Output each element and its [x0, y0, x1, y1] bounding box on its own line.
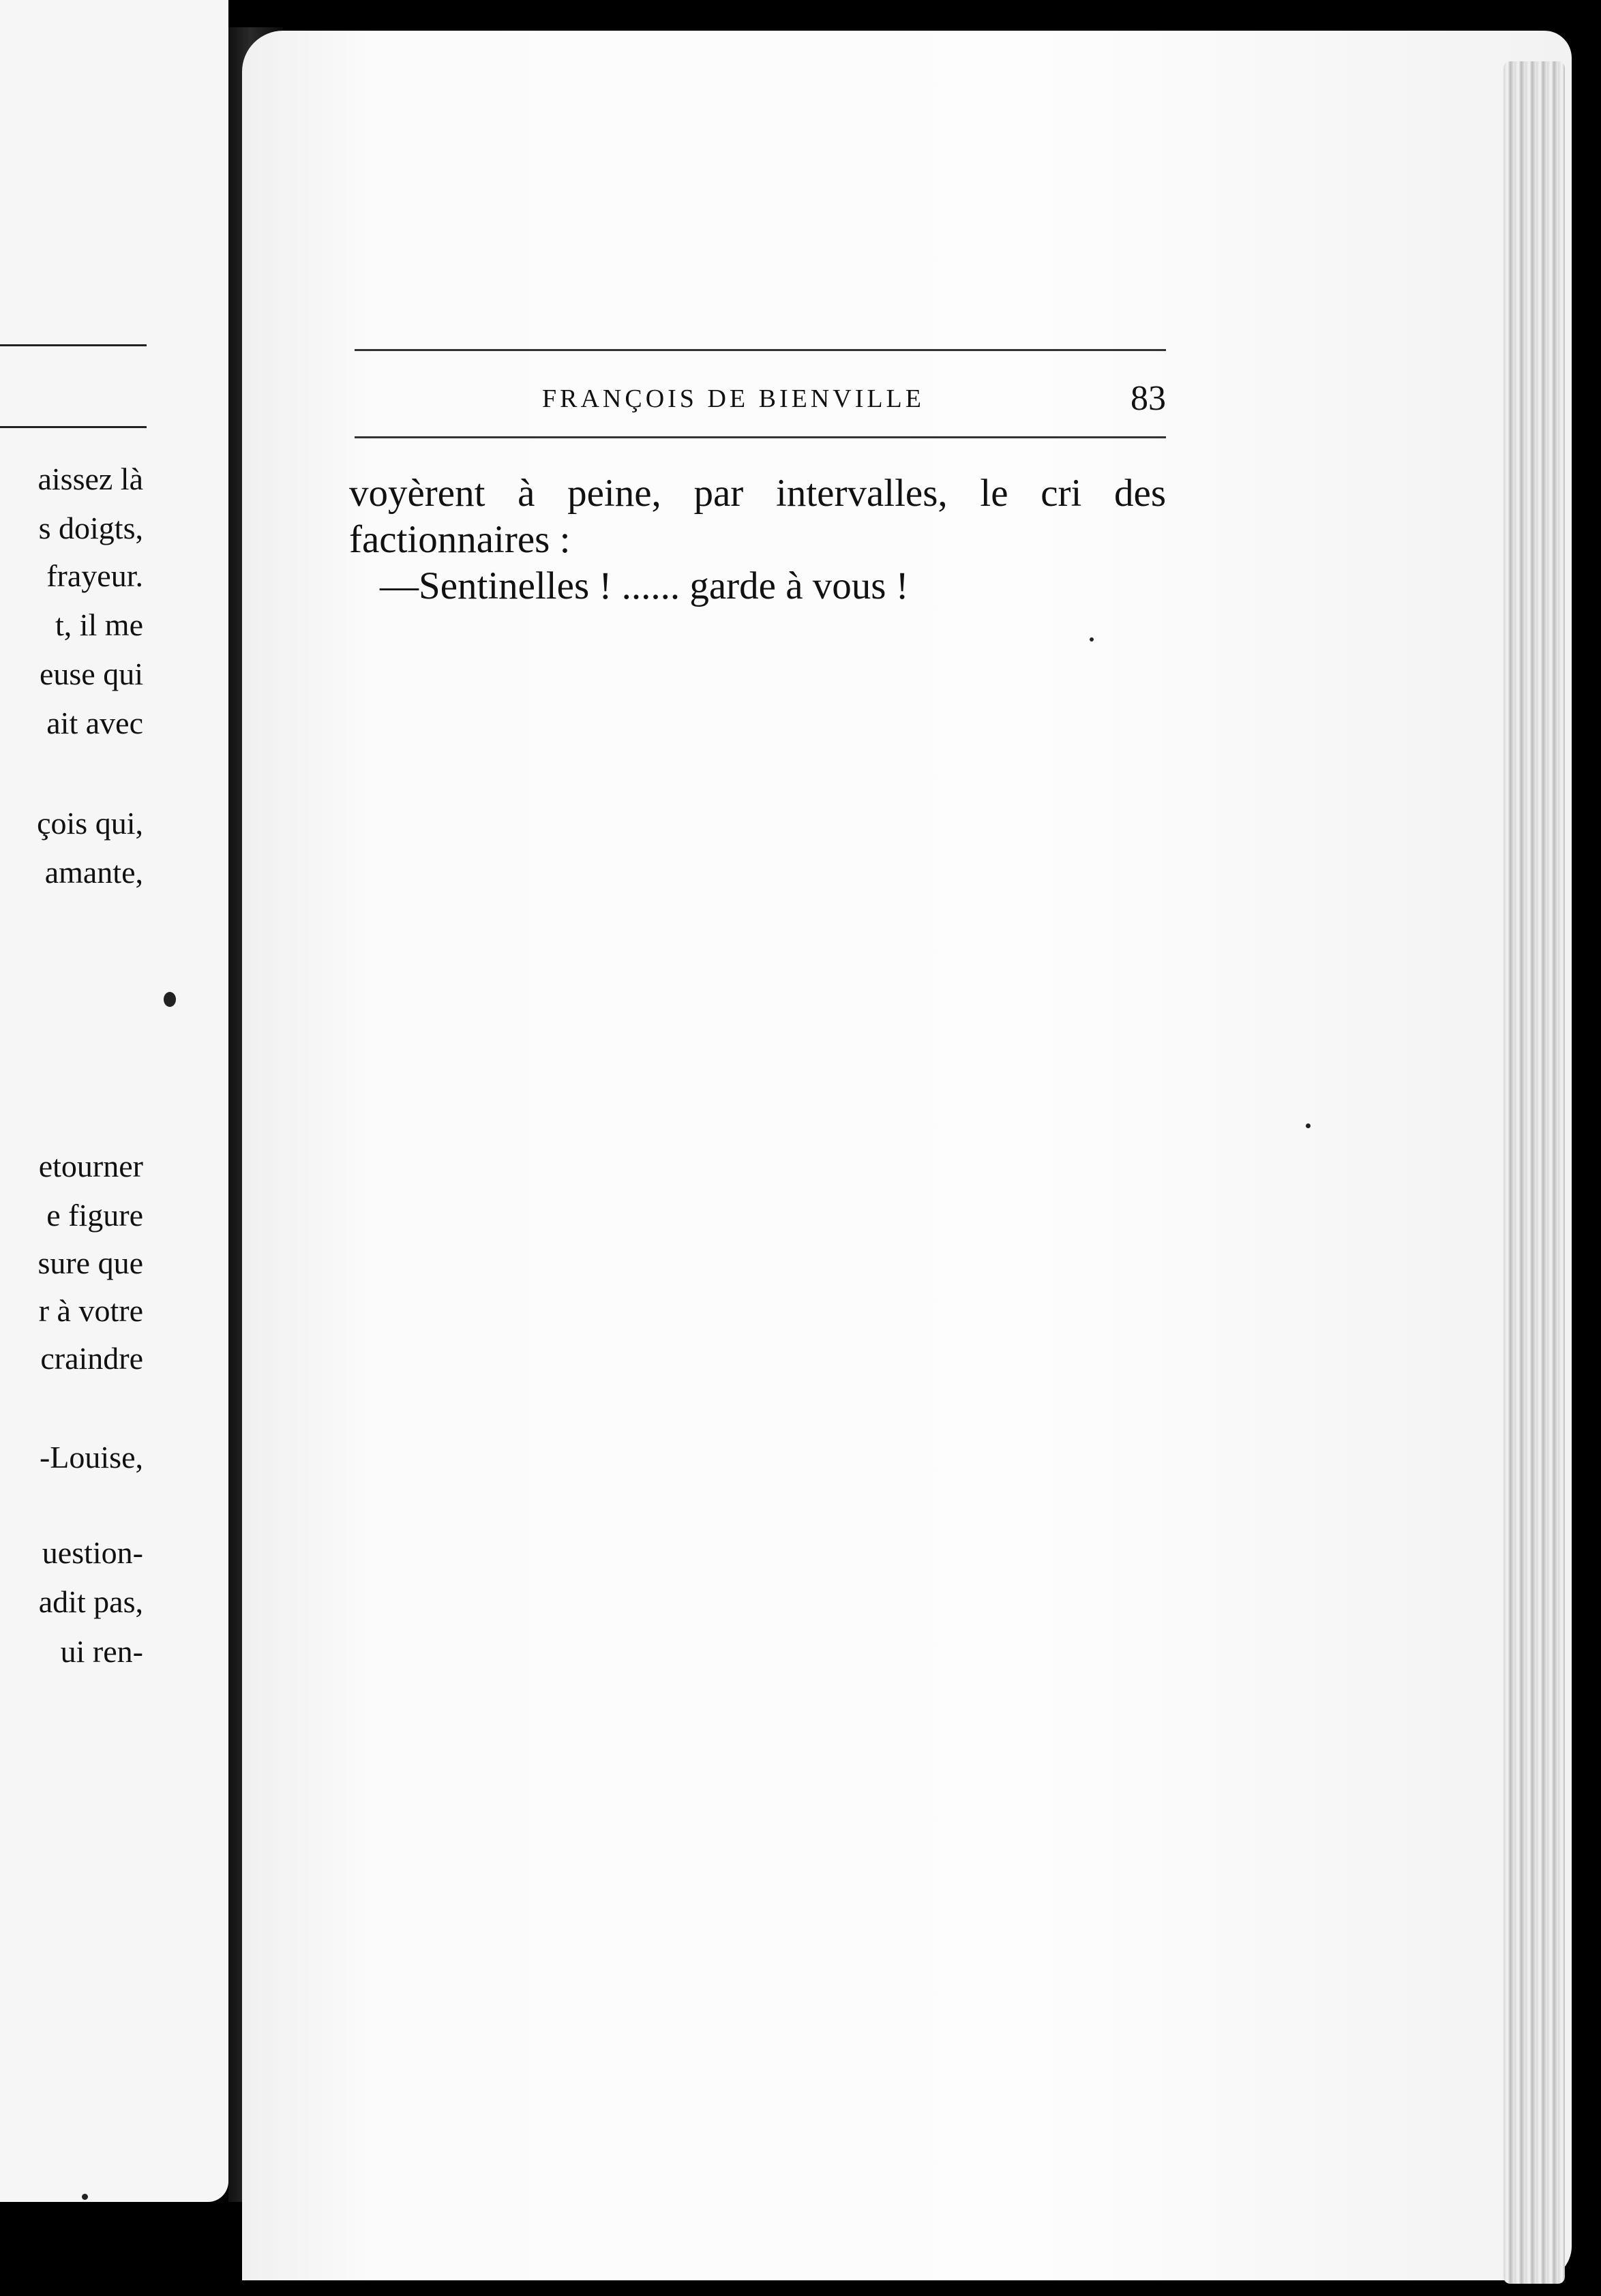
page-stack-edge: [1503, 61, 1565, 2284]
scan-speck: [82, 2194, 88, 2200]
left-text-line: ui ren-: [60, 1634, 143, 1669]
text-line: —Sentinelles ! ...... garde à vous !: [380, 564, 909, 607]
left-text-line: adit pas,: [38, 1584, 143, 1619]
left-text-line: t, il me: [55, 607, 143, 642]
running-title: FRANÇOIS DE BIENVILLE: [542, 384, 925, 413]
left-text-line: s doigts,: [38, 511, 143, 545]
scan-speck: [1306, 1123, 1311, 1128]
left-text-line: -Louise,: [39, 1440, 143, 1475]
text-line: factionnaires :: [349, 518, 571, 561]
left-text-line: r à votre: [38, 1293, 143, 1328]
left-text-line: uestion-: [42, 1535, 143, 1570]
text-line: voyèrent à peine, par intervalles, le cri des: [349, 472, 1166, 515]
left-text-line: frayeur.: [46, 558, 143, 593]
left-text-line: sure que: [38, 1245, 143, 1280]
current-page: [242, 31, 1572, 2280]
left-page-header-rule: [0, 344, 147, 346]
scan-speck: [164, 992, 176, 1007]
scan-speck: [1090, 637, 1094, 641]
left-text-line: ait avec: [46, 706, 143, 740]
header-rule-bottom: [355, 436, 1166, 438]
left-text-line: e figure: [46, 1198, 143, 1233]
left-page-header-rule-lower: [0, 426, 147, 428]
body-text: [349, 470, 1166, 609]
header-rule-top: [355, 349, 1166, 351]
left-text-line: euse qui: [39, 656, 143, 691]
running-head: [355, 378, 1166, 426]
left-text-line: aissez là: [38, 462, 143, 496]
left-text-line: etourner: [38, 1149, 143, 1183]
previous-page: [0, 0, 228, 2202]
left-text-line: craindre: [40, 1341, 143, 1376]
left-text-line: amante,: [44, 855, 143, 890]
page-number: 83: [1131, 379, 1166, 418]
left-text-line: çois qui,: [37, 806, 143, 841]
